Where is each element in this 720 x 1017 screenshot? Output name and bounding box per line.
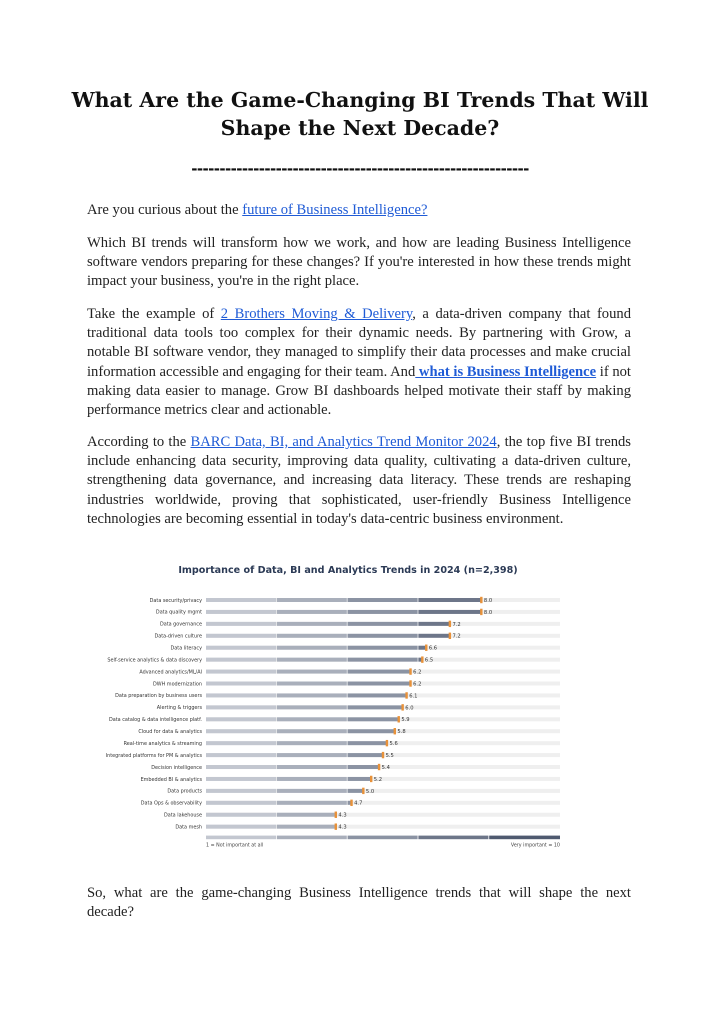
chart-row [167, 788, 560, 795]
bar-value-marker [401, 704, 403, 710]
barc-trend-monitor-link[interactable]: BARC Data, BI, and Analytics Trend Monitor 2024 [190, 434, 497, 450]
bar-category-label: Data mesh [175, 824, 202, 831]
bar-value-label: 4.3 [338, 824, 347, 831]
bar-segment [277, 729, 347, 733]
chart-row [150, 597, 560, 604]
bar-value-marker [405, 692, 407, 698]
chart-svg [100, 560, 570, 855]
bar-category-label: Data literacy [170, 645, 202, 652]
bar-value-label: 5.5 [385, 752, 394, 759]
barc-text-1: According to the [87, 434, 191, 450]
bar-value-marker [409, 680, 411, 686]
bar-value-label: 6.2 [413, 669, 422, 676]
bar-segment [348, 634, 418, 638]
bar-value-label: 5.6 [389, 741, 398, 748]
future-of-bi-link[interactable]: future of Business Intelligence? [242, 202, 428, 218]
bar-category-label: DWH modernization [152, 681, 202, 688]
bar-segment [206, 813, 276, 817]
bar-value-label: 8.0 [483, 597, 493, 604]
bar-category-label: Data-driven culture [154, 633, 202, 640]
bar-segment [277, 670, 347, 674]
bar-value-label: 7.2 [452, 633, 461, 640]
bar-segment [206, 777, 276, 781]
question-paragraph: Which BI trends will transform how we work, and how are leading Business Intelligence software vendors preparing for these changes? If you're interested in how these trends might impact your business, you're in the right place. [87, 235, 631, 290]
title-divider: ------------------------------------------------------------ [191, 160, 529, 178]
bar-value-label: 6.2 [413, 681, 422, 688]
example-text-2: , a data-driven company that found traditional data tools too complex for their dynamic needs. By partnering with Grow, a notable BI software vendor, they managed to simplify their data processes and make crucial information accessible and engaging for their team. And [87, 306, 631, 380]
bar-segment [277, 682, 347, 686]
what-is-bi-link[interactable]: what is Business Intelligence [415, 363, 597, 380]
chart-row [139, 668, 560, 675]
bar-segment [206, 741, 276, 745]
bar-value-marker [382, 752, 384, 758]
bar-value-label: 8.0 [483, 609, 493, 616]
bar-category-label: Real-time analytics & streaming [123, 740, 202, 747]
bar-value-marker [362, 788, 364, 794]
bar-value-label: 6.6 [428, 645, 438, 652]
bar-segment [348, 741, 387, 745]
chart-row [107, 656, 560, 663]
bar-category-label: Data security/privacy [149, 597, 202, 604]
bar-segment [277, 789, 347, 793]
bar-segment [348, 658, 418, 662]
bar-segment [277, 646, 347, 650]
bar-segment [418, 658, 421, 662]
scale-segment [489, 836, 560, 840]
scale-segment [277, 836, 347, 840]
example-paragraph [87, 305, 631, 420]
bar-segment [348, 670, 410, 674]
bar-value-label: 5.4 [381, 764, 390, 771]
bar-category-label: Cloud for data & analytics [138, 729, 202, 736]
bar-value-label: 5.2 [373, 776, 383, 783]
bar-segment [206, 646, 276, 650]
intro-paragraph [87, 201, 631, 220]
bar-segment [418, 598, 480, 602]
bar-segment [206, 753, 276, 757]
bar-segment [277, 777, 347, 781]
scale-max-label: Very important = 10 [510, 843, 560, 849]
bar-category-label: Data Ops & observability [140, 800, 202, 807]
chart-row [141, 800, 560, 807]
bar-segment [277, 765, 347, 769]
bar-value-label: 5.0 [365, 788, 375, 795]
bar-value-marker [480, 597, 482, 603]
bar-value-label: 6.1 [409, 693, 418, 700]
bar-segment [348, 682, 410, 686]
chart-footer [206, 836, 560, 849]
bar-segment [348, 622, 418, 626]
bar-value-marker [449, 621, 451, 627]
bar-category-label: Alerting & triggers [156, 705, 202, 712]
bar-segment [206, 765, 276, 769]
bar-category-label: Data products [167, 788, 202, 795]
bar-category-label: Data preparation by business users [115, 693, 202, 700]
bar-value-marker [425, 645, 427, 651]
bar-segment [348, 801, 351, 805]
chart-row [141, 776, 560, 783]
bar-value-label: 4.7 [354, 800, 363, 807]
chart-row [154, 633, 560, 640]
bar-segment [206, 610, 276, 614]
barc-paragraph [87, 433, 631, 529]
chart-row [171, 645, 560, 652]
bar-segment [206, 825, 276, 829]
chart-row [115, 692, 560, 699]
scale-segment [206, 836, 276, 840]
bar-segment [206, 634, 276, 638]
chart-row [157, 704, 560, 711]
bar-segment [348, 598, 418, 602]
bar-category-label: Self-service analytics & data discovery [107, 657, 202, 664]
bar-value-label: 4.3 [338, 812, 347, 819]
chart-row [153, 680, 560, 687]
bar-segment [348, 705, 402, 709]
bar-category-label: Data quality mgmt [155, 609, 202, 616]
bar-category-label: Integrated platforms for PM & analytics [105, 752, 202, 759]
bar-segment [348, 693, 406, 697]
bar-segment [418, 634, 449, 638]
bar-value-label: 6.5 [424, 657, 434, 664]
bar-segment [277, 825, 335, 829]
bar-value-label: 5.8 [397, 729, 406, 736]
bar-value-marker [350, 800, 352, 806]
bar-segment [348, 765, 379, 769]
bar-value-marker [449, 633, 451, 639]
bar-segment [418, 610, 480, 614]
bar-value-marker [480, 609, 482, 615]
bi-trends-chart [100, 560, 570, 855]
bar-segment [206, 705, 276, 709]
bar-segment [277, 753, 347, 757]
bar-value-label: 7.2 [452, 621, 461, 628]
bar-category-label: Data lakehouse [163, 812, 202, 819]
bar-value-label: 5.9 [401, 717, 410, 724]
bar-segment [277, 610, 347, 614]
bar-value-marker [409, 668, 411, 674]
page-title: What Are the Game-Changing BI Trends That Will Shape the Next Decade? [71, 88, 649, 140]
bar-value-marker [386, 740, 388, 746]
bar-segment [348, 753, 383, 757]
bar-value-marker [370, 776, 372, 782]
bar-category-label: Decision intelligence [151, 764, 202, 771]
bar-segment [206, 622, 276, 626]
bar-segment [277, 741, 347, 745]
scale-min-label: 1 = Not important at all [206, 843, 264, 849]
bar-value-marker [398, 716, 400, 722]
bar-value-marker [394, 728, 396, 734]
bar-segment [277, 813, 335, 817]
bar-segment [348, 729, 394, 733]
chart-row [124, 740, 560, 747]
scale-segment [348, 836, 418, 840]
bar-value-marker [335, 812, 337, 818]
chart-rows [106, 597, 560, 831]
chart-row [138, 728, 560, 735]
bar-category-label: Data catalog & data intelligence platf. [108, 717, 202, 724]
barc-text-2: , the top five BI trends include enhancing data security, improving data quality, cultivating a data-driven culture, strengthening data governance, and increasing data literacy. These trends are reshaping industries worldwide, proving that sophisticated, user-friendly Business Intelligence technologies are becoming essential in today's data-centric business environment. [87, 434, 631, 527]
intro-text: Are you curious about the [87, 202, 243, 218]
closing-paragraph: So, what are the game-changing Business Intelligence trends that will shape the next decade? [87, 885, 631, 921]
bar-segment [206, 693, 276, 697]
bar-segment [277, 658, 347, 662]
chart-row [164, 812, 560, 819]
bar-category-label: Data governance [159, 621, 202, 628]
chart-row [156, 609, 560, 616]
bar-value-marker [421, 656, 423, 662]
bar-segment [277, 598, 347, 602]
bar-value-marker [378, 764, 380, 770]
bar-segment [206, 717, 276, 721]
bar-segment [277, 634, 347, 638]
two-brothers-link[interactable]: 2 Brothers Moving & Delivery [220, 306, 413, 322]
bar-segment [206, 801, 276, 805]
bar-segment [277, 693, 347, 697]
bar-segment [418, 646, 425, 650]
bar-segment [348, 610, 418, 614]
bar-segment [277, 801, 347, 805]
scale-segment [418, 836, 488, 840]
bar-segment [206, 789, 276, 793]
bar-segment [277, 717, 347, 721]
bar-category-label: Advanced analytics/ML/AI [139, 669, 202, 676]
bar-category-label: Embedded BI & analytics [140, 776, 202, 783]
bar-segment [277, 705, 347, 709]
bar-segment [348, 717, 398, 721]
bar-segment [206, 670, 276, 674]
bar-segment [348, 646, 418, 650]
example-text-3: if not making data easier to manage. Grow BI dashboards helped motivate their staff by making performance metrics clear and actionable. [87, 363, 631, 419]
chart-row [151, 764, 560, 771]
chart-row [106, 752, 560, 759]
chart-row [175, 823, 560, 830]
bar-segment [206, 682, 276, 686]
bar-segment [348, 777, 371, 781]
bar-segment [277, 622, 347, 626]
bar-segment [206, 658, 276, 662]
bar-segment [418, 622, 449, 626]
chart-row [109, 716, 560, 723]
chart-row [160, 621, 560, 628]
bar-segment [206, 598, 276, 602]
example-text-1: Take the example of [87, 306, 221, 322]
bar-value-marker [335, 823, 337, 829]
bar-value-label: 6.0 [405, 705, 414, 712]
chart-title: Importance of Data, BI and Analytics Trends in 2024 (n=2,398) [178, 565, 518, 576]
bar-segment [348, 789, 363, 793]
bar-segment [206, 729, 276, 733]
